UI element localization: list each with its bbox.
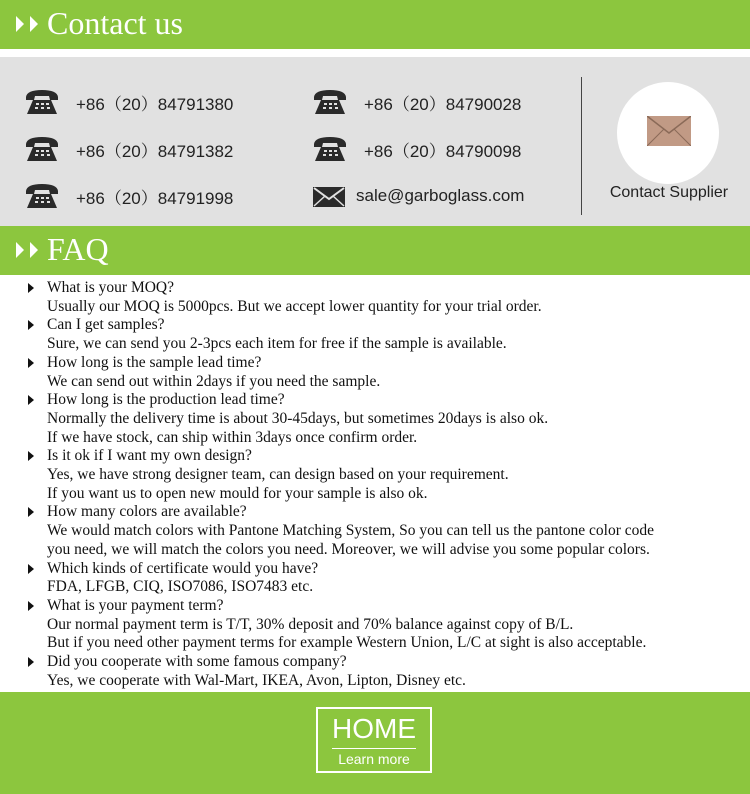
triangle-bullet-icon [28,657,34,667]
faq-question [28,447,743,466]
faq-question [28,279,743,298]
telephone-icon [24,182,60,210]
telephone-icon [312,135,348,163]
phone-entry [24,182,274,208]
faq-question-text: How long is the sample lead time? [47,353,262,371]
contact-supplier-label[interactable]: Contact Supplier [609,184,729,201]
faq-answer: If you want us to open new mould for your sample is also ok. [47,484,428,502]
footer [0,692,750,794]
triangle-bullet-icon [28,507,34,517]
faq-question-text: What is your MOQ? [47,279,174,296]
contact-title: Contact us [47,5,183,41]
triangle-bullet-icon [28,601,34,611]
faq-question [28,391,743,410]
contact-divider [581,77,582,215]
triangle-bullet-icon [28,358,34,368]
faq-answer: FDA, LFGB, CIQ, ISO7086, ISO7483 etc. [47,578,314,596]
triangle-bullet-icon [28,451,34,461]
phone-number[interactable]: +86（20）84790098 [364,142,522,161]
faq-answer: you need, we will match the colors you need. Moreover, we will advise you some popular colors. [47,540,650,558]
faq-question-text: How many colors are available? [47,503,247,521]
faq-question [28,316,743,335]
faq-question-text: Did you cooperate with some famous company? [47,653,347,671]
faq-answer: Sure, we can send you 2-3pcs each item for free if the sample is available. [47,335,507,353]
faq-question [28,597,743,616]
phone-entry [24,135,274,161]
faq-answer: We would match colors with Pantone Matching System, So you can tell us the pantone color code [47,522,655,540]
double-arrow-icon [16,14,46,34]
email-link[interactable]: sale@garboglass.com [356,186,525,205]
faq-question-text: What is your payment term? [47,596,224,614]
triangle-bullet-icon [28,564,34,574]
faq-answer: Usually our MOQ is 5000pcs. But we accept lower quantity for your trial order. [47,297,542,315]
faq-answer: We can send out within 2days if you need the sample. [47,372,381,390]
faq-answer: Yes, we cooperate with Wal-Mart, IKEA, Avon, Lipton, Disney etc. [47,671,466,689]
faq-question-text: Which kinds of certificate would you have? [47,559,319,577]
triangle-bullet-icon [28,395,34,405]
phone-number[interactable]: +86（20）84791380 [76,95,234,114]
faq-answer: Yes, we have strong designer team, can design based on your requirement. [47,466,509,484]
home-label: HOME [332,713,416,744]
telephone-icon [24,135,60,163]
learn-more-label: Learn more [338,751,410,767]
telephone-icon [24,88,60,116]
telephone-icon [312,88,348,116]
faq-title: FAQ [47,231,109,267]
faq-question [28,653,743,672]
phone-entry [24,88,274,114]
contact-header [0,0,750,49]
email-entry [312,185,562,211]
faq-list [28,279,743,690]
home-divider [332,748,416,749]
faq-answer: But if you need other payment terms for example Western Union, L/C at sight is also acceptable. [47,634,647,652]
phone-entry [312,88,562,114]
envelope-icon [312,185,346,209]
phone-entry [312,135,562,161]
faq-question [28,354,743,373]
faq-question [28,503,743,522]
faq-answer: Normally the delivery time is about 30-45days, but sometimes 20days is also ok. [47,409,549,427]
contact-supplier-button[interactable] [617,82,719,184]
faq-question [28,560,743,579]
home-button[interactable] [316,707,432,773]
faq-header [0,226,750,275]
phone-number[interactable]: +86（20）84791382 [76,142,234,161]
faq-question-text: Can I get samples? [47,316,165,334]
faq-answer: Our normal payment term is T/T, 30% deposit and 70% balance against copy of B/L. [47,615,574,633]
phone-number[interactable]: +86（20）84791998 [76,189,234,208]
faq-answer: If we have stock, can ship within 3days once confirm order. [47,428,418,446]
envelope-icon [647,116,691,146]
faq-question-text: How long is the production lead time? [47,391,285,409]
triangle-bullet-icon [28,283,34,293]
phone-number[interactable]: +86（20）84790028 [364,95,522,114]
faq-question-text: Is it ok if I want my own design? [47,447,252,465]
double-arrow-icon [16,240,46,260]
triangle-bullet-icon [28,320,34,330]
